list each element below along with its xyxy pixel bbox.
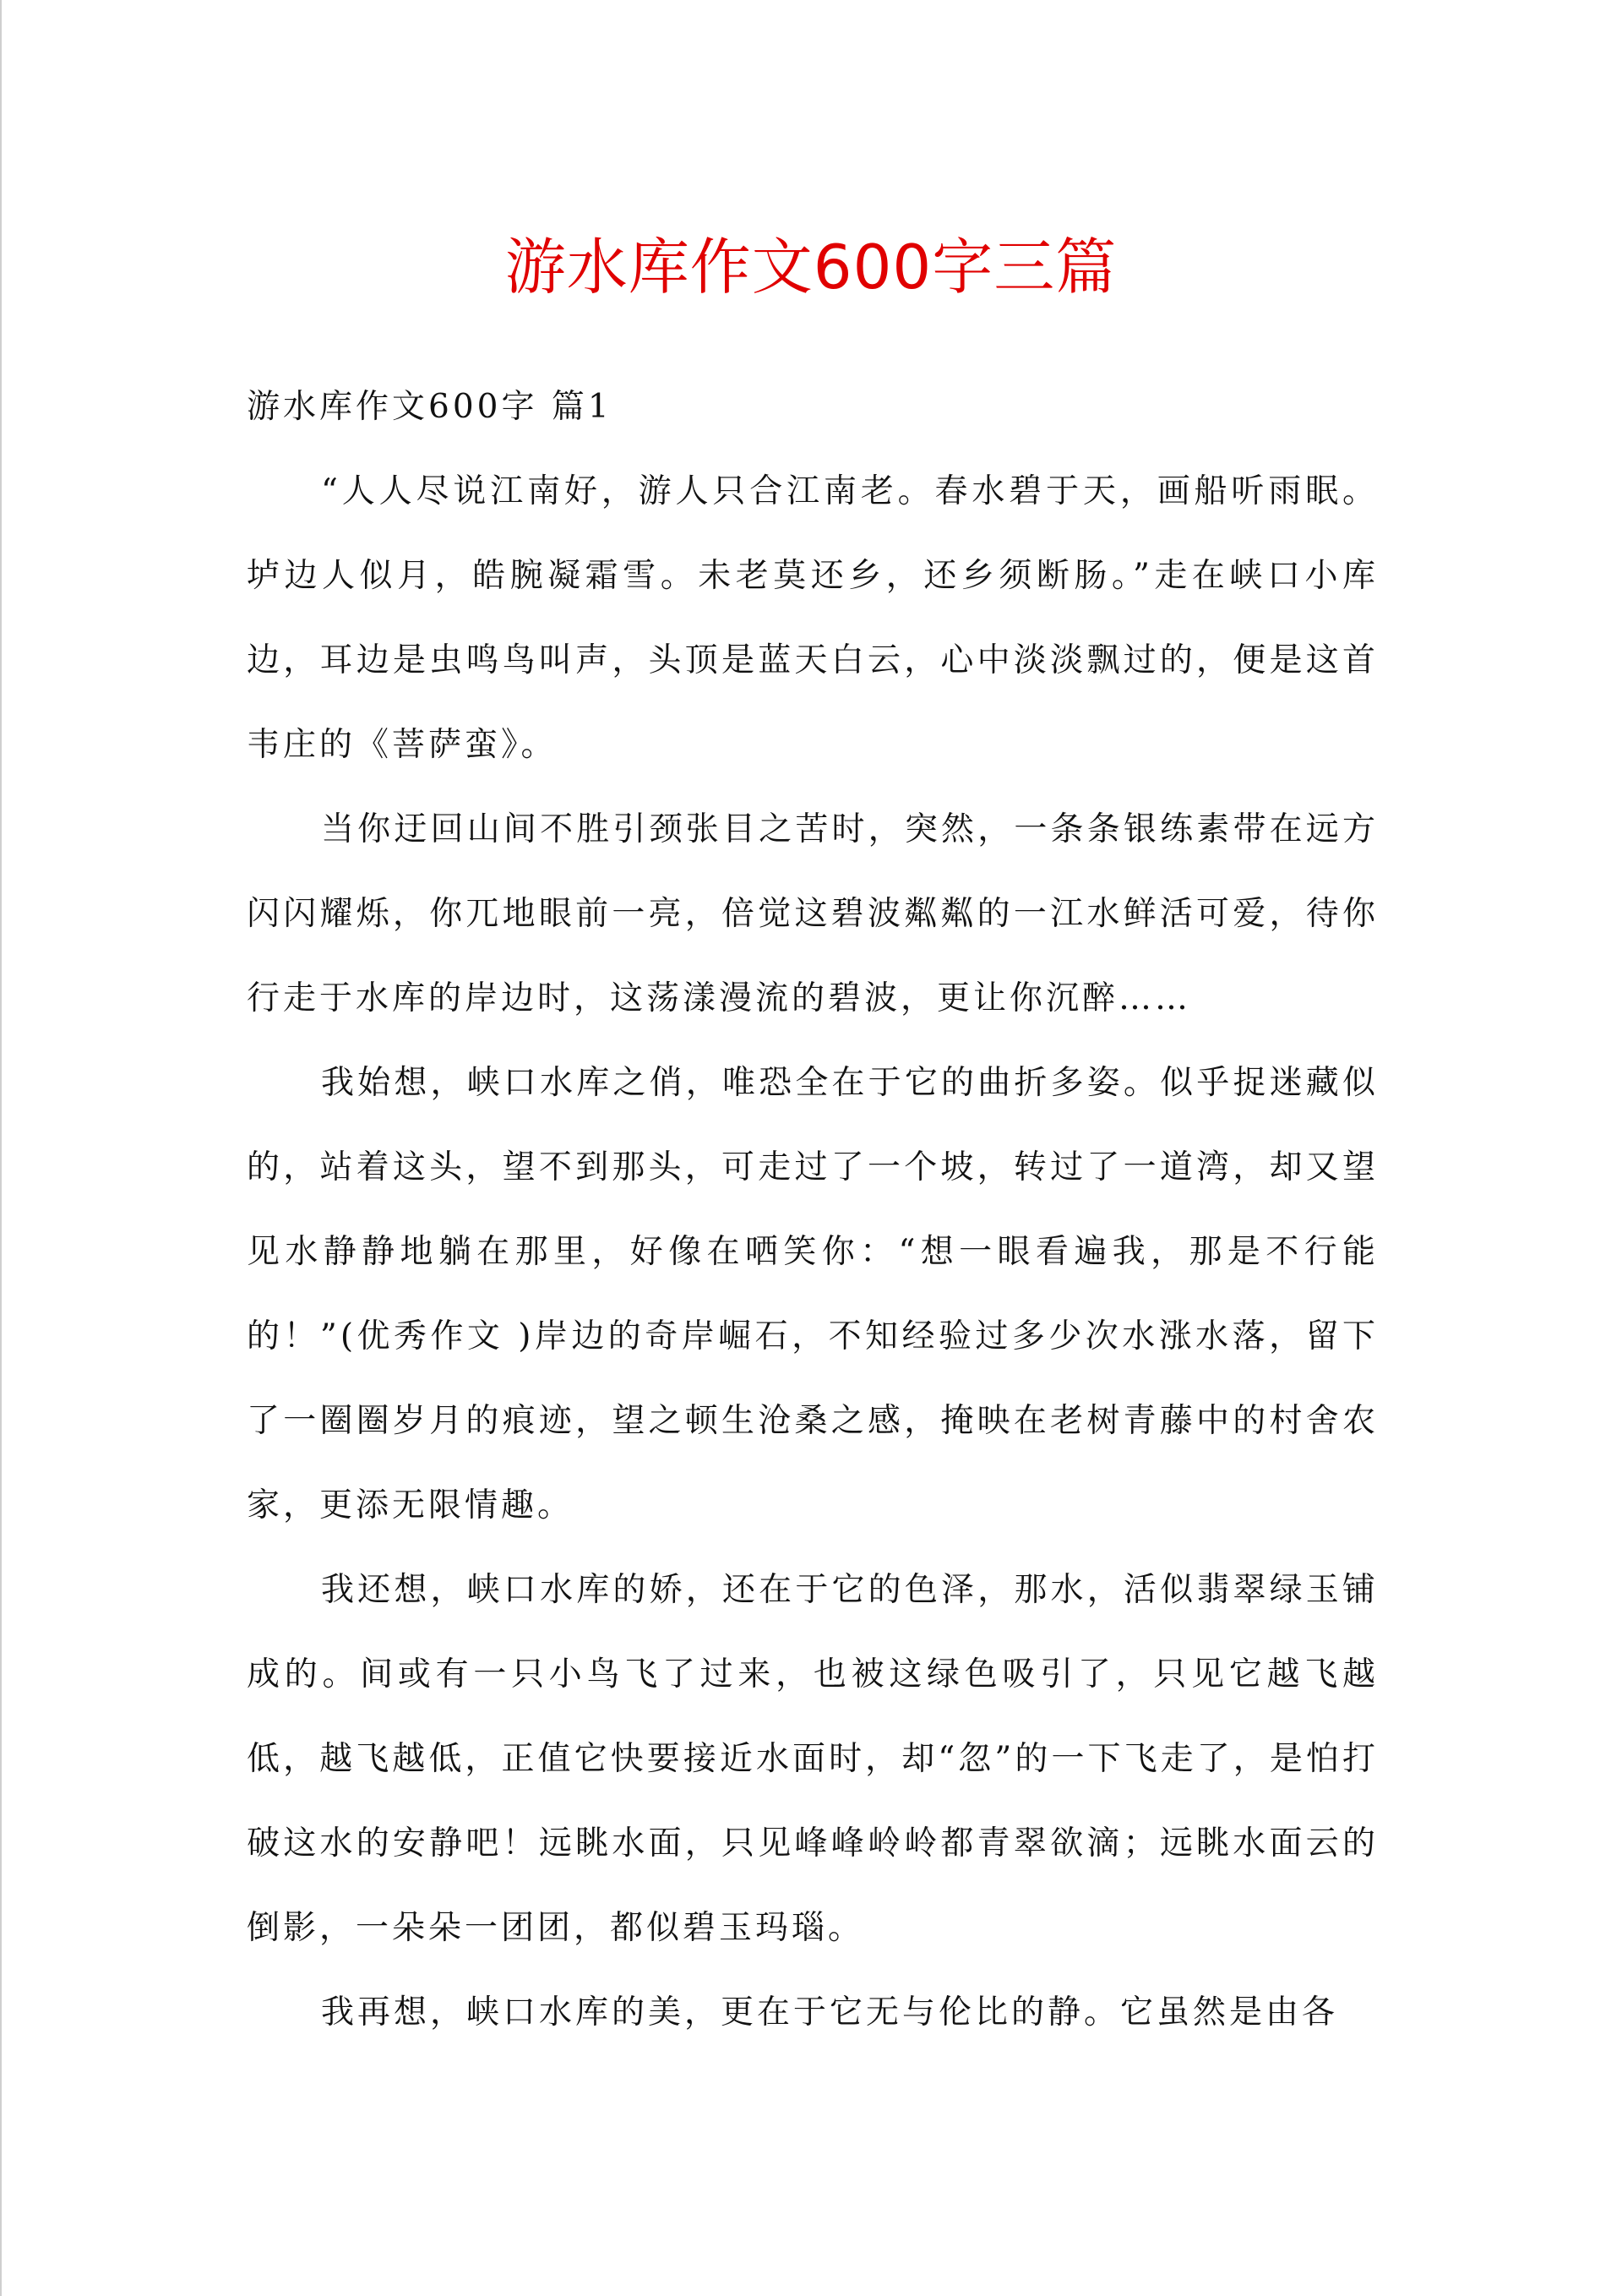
document-body	[247, 365, 1379, 2055]
paragraph-2: 当你迂回山间不胜引颈张目之苦时，突然，一条条银练素带在远方闪闪耀烁，你兀地眼前一亮，倍觉这碧波粼粼的一江水鲜活可爱，待你行走于水库的岸边时，这荡漾漫流的碧波，更让你沉醉……	[247, 810, 1379, 1017]
paragraph-3: 我始想，峡口水库之俏，唯恐全在于它的曲折多姿。似乎捉迷藏似的，站着这头，望不到那头，可走过了一个坡，转过了一道湾，却又望见水静静地躺在那里，好像在哂笑你：“想一眼看遍我，那是不行能的！”(优秀作文 )岸边的奇岸崛石，不知经验过多少次水涨水落，留下了一圈圈岁月的痕迹，望之顿生沧桑之感，掩映在老树青藤中的村舍农家，更添无限情趣。	[247, 1064, 1379, 1524]
paragraph-4: 我还想，峡口水库的娇，还在于它的色泽，那水，活似翡翠绿玉铺成的。间或有一只小鸟飞了过来，也被这绿色吸引了，只见它越飞越低，越飞越低，正值它快要接近水面时，却“忽”的一下飞走了，是怕打破这水的安静吧！远眺水面，只见峰峰岭岭都青翠欲滴；远眺水面云的倒影，一朵朵一团团，都似碧玉玛瑙。	[247, 1571, 1379, 1947]
paragraph-1: “人人尽说江南好，游人只合江南老。春水碧于天，画船听雨眠。垆边人似月，皓腕凝霜雪。未老莫还乡，还乡须断肠。”走在峡口小库边，耳边是虫鸣鸟叫声，头顶是蓝天白云，心中淡淡飘过的，便是这首韦庄的《菩萨蛮》。	[247, 472, 1379, 764]
document-title: 游水库作文600字三篇	[504, 232, 1118, 303]
section-heading: 游水库作文600字 篇1	[247, 388, 612, 426]
paragraph-5: 我再想，峡口水库的美，更在于它无与伦比的静。它虽然是由各	[321, 1993, 1339, 2031]
